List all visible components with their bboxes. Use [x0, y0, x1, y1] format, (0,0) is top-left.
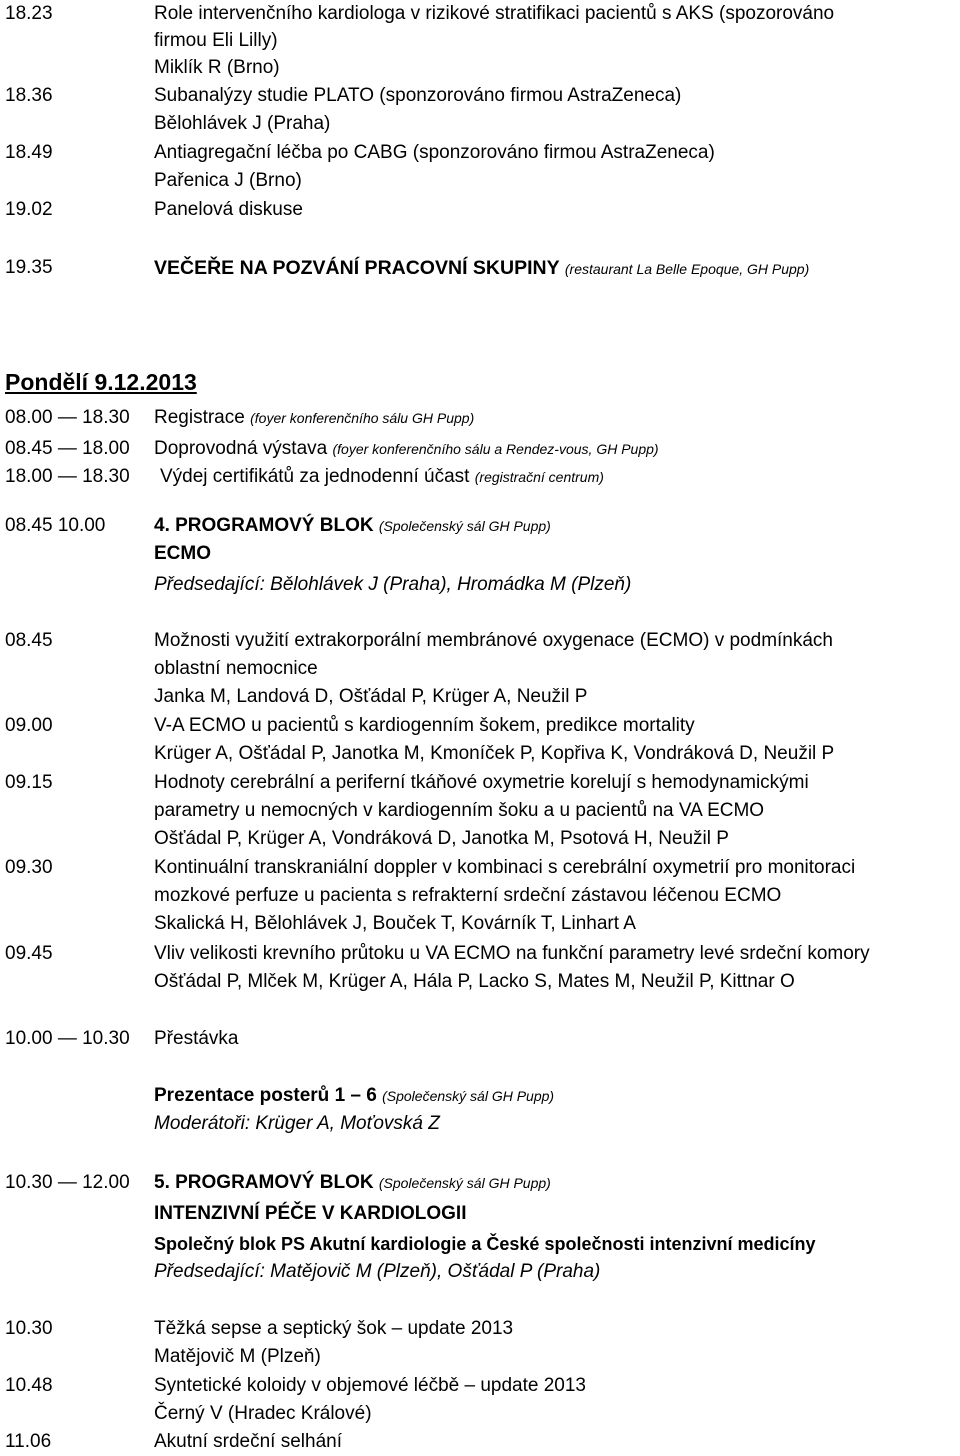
talk-time: 19.02 — [5, 199, 53, 220]
block-chairs: Předsedající: Bělohlávek J (Praha), Hromádka M (Plzeň) — [154, 574, 632, 595]
event-time: 19.35 — [5, 257, 53, 278]
block-title: 4. PROGRAMOVÝ BLOK — [154, 515, 374, 536]
break-label: Přestávka — [154, 1028, 239, 1049]
talk-time: 18.36 — [5, 85, 53, 106]
service-item — [154, 435, 659, 463]
talk-authors: Janka M, Landová D, Ošťádal P, Krüger A, Neužil P — [154, 686, 588, 707]
talk-time: 09.00 — [5, 715, 53, 736]
block-time: 08.45 10.00 — [5, 515, 106, 536]
service-text: Výdej certifikátů za jednodenní účast — [160, 466, 470, 487]
talk-authors: Skalická H, Bělohlávek J, Bouček T, Kovárník T, Linhart A — [154, 913, 636, 934]
talk-title: Role intervenčního kardiologa v rizikové stratifikaci pacientů s AKS (spozorováno — [154, 3, 835, 24]
talk-time: 18.49 — [5, 142, 53, 163]
block-subtitle: INTENZIVNÍ PÉČE V KARDIOLOGII — [154, 1203, 467, 1224]
block-subtitle-2: Společný blok PS Akutní kardiologie a České společnosti intenzivní medicíny — [154, 1234, 816, 1254]
dinner-venue: (restaurant La Belle Epoque, GH Pupp) — [564, 261, 810, 277]
talk-authors: Černý V (Hradec Králové) — [154, 1403, 372, 1424]
service-note: (foyer konferenčního sálu a Rendez-vous, GH Pupp) — [332, 441, 659, 457]
talk-time: 09.15 — [5, 772, 53, 793]
service-text: Doprovodná výstava — [154, 438, 328, 459]
service-item — [160, 463, 604, 491]
talk-title: Vliv velikosti krevního průtoku u VA ECMO na funkční parametry levé srdeční komory — [154, 943, 870, 964]
talk-time: 10.30 — [5, 1318, 53, 1339]
talk-time: 18.23 — [5, 3, 53, 24]
service-text: Registrace — [154, 407, 245, 428]
talk-authors: Krüger A, Ošťádal P, Janotka M, Kmoníček P, Kopřiva K, Vondráková D, Neužil P — [154, 743, 835, 764]
service-note: (registrační centrum) — [474, 469, 604, 485]
talk-authors: Bělohlávek J (Praha) — [154, 113, 331, 134]
block-venue: (Společenský sál GH Pupp) — [378, 1175, 551, 1191]
talk-title: Kontinuální transkraniální doppler v kombinaci s cerebrální oxymetrií pro monitoraci — [154, 857, 856, 878]
talk-title: Antiagregační léčba po CABG (sponzorováno firmou AstraZeneca) — [154, 142, 715, 163]
talk-title: Syntetické koloidy v objemové léčbě – update 2013 — [154, 1375, 586, 1396]
day-heading: Pondělí 9.12.2013 — [5, 369, 197, 395]
talk-time: 08.45 — [5, 630, 53, 651]
talk-authors: Ošťádal P, Krüger A, Vondráková D, Janotka M, Psotová H, Neužil P — [154, 828, 729, 849]
break-time: 10.00 — 10.30 — [5, 1028, 130, 1049]
poster-moderators: Moderátoři: Krüger A, Moťovská Z — [154, 1113, 440, 1134]
talk-title: Těžká sepse a septický šok – update 2013 — [154, 1318, 514, 1339]
block-chairs: Předsedající: Matějovič M (Plzeň), Ošťádal P (Praha) — [154, 1261, 601, 1282]
dinner-title: VEČEŘE NA POZVÁNÍ PRACOVNÍ SKUPINY — [154, 257, 560, 279]
talk-time: 09.30 — [5, 857, 53, 878]
service-time: 18.00 — 18.30 — [5, 466, 130, 487]
talk-time: 11.06 — [5, 1431, 52, 1452]
talk-authors: Miklík R (Brno) — [154, 57, 280, 78]
block-heading — [154, 512, 551, 540]
service-time: 08.00 — 18.30 — [5, 407, 130, 428]
poster-venue: (Společenský sál GH Pupp) — [382, 1088, 555, 1104]
poster-title: Prezentace posterů 1 – 6 — [154, 1085, 377, 1106]
service-time: 08.45 — 18.00 — [5, 438, 130, 459]
block-title: 5. PROGRAMOVÝ BLOK — [154, 1172, 374, 1193]
talk-title: Panelová diskuse — [154, 199, 303, 220]
dinner-event — [154, 254, 809, 283]
talk-title: Subanalýzy studie PLATO (sponzorováno firmou AstraZeneca) — [154, 85, 682, 106]
service-item — [154, 404, 474, 432]
talk-time: 09.45 — [5, 943, 53, 964]
block-time: 10.30 — 12.00 — [5, 1172, 130, 1193]
talk-authors: Matějovič M (Plzeň) — [154, 1346, 321, 1367]
talk-title: mozkové perfuze u pacienta s refrakterní srdeční zástavou léčenou ECMO — [154, 885, 782, 906]
talk-title: oblastní nemocnice — [154, 658, 318, 679]
service-note: (foyer konferenčního sálu GH Pupp) — [250, 410, 475, 426]
talk-authors: Pařenica J (Brno) — [154, 170, 302, 191]
talk-title: Možnosti využití extrakorporální membránové oxygenace (ECMO) v podmínkách — [154, 630, 833, 651]
poster-session — [154, 1082, 554, 1110]
talk-title: firmou Eli Lilly) — [154, 30, 278, 51]
talk-time: 10.48 — [5, 1375, 53, 1396]
block-heading — [154, 1169, 551, 1197]
talk-title: Hodnoty cerebrální a periferní tkáňové oxymetrie korelují s hemodynamickými — [154, 772, 809, 793]
talk-title: V-A ECMO u pacientů s kardiogenním šokem, predikce mortality — [154, 715, 695, 736]
talk-title: Akutní srdeční selhání — [154, 1431, 342, 1452]
block-subtitle: ECMO — [154, 543, 211, 564]
talk-authors: Ošťádal P, Mlček M, Krüger A, Hála P, Lacko S, Mates M, Neužil P, Kittnar O — [154, 971, 795, 992]
talk-title: parametry u nemocných v kardiogenním šoku a u pacientů na VA ECMO — [154, 800, 765, 821]
block-venue: (Společenský sál GH Pupp) — [378, 518, 551, 534]
